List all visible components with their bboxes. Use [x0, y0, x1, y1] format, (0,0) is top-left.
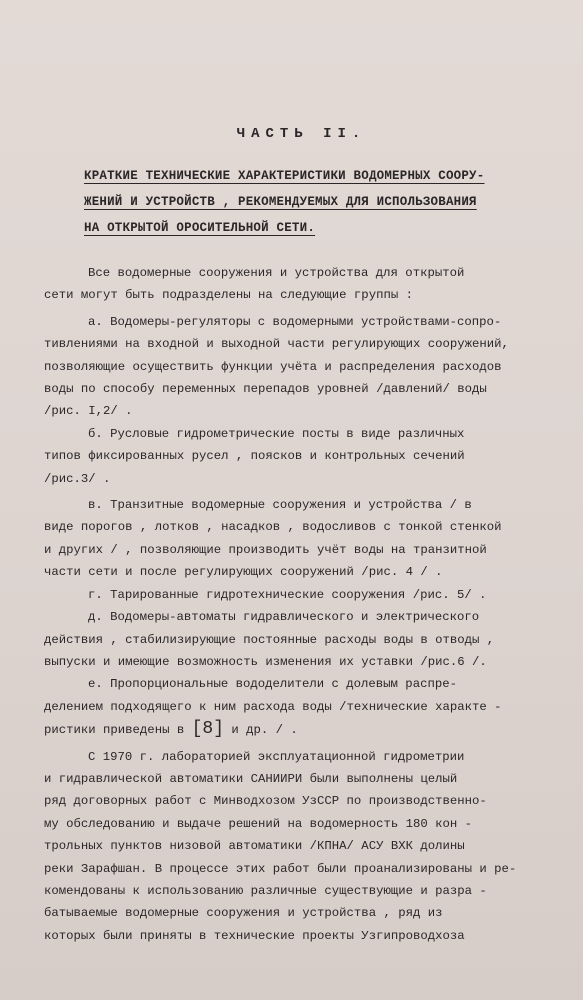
para2-line-7: комендованы к использованию различные существующие и разра - [44, 883, 487, 898]
reference-bracket: [8] [191, 719, 224, 740]
title-line-3: НА ОТКРЫТОЙ ОРОСИТЕЛЬНОЙ СЕТИ. [84, 221, 316, 235]
item-b-line-3: /рис.3/ . [44, 471, 111, 486]
item-d-line-1: д. Водомеры-автоматы гидравлического и электрического [88, 610, 480, 625]
item-v-line-4: части сети и после регулирующих сооружений /рис. 4 / . [44, 565, 443, 580]
para2-line-3: ряд договорных работ с Минводхозом УзССР по производственно- [44, 794, 487, 809]
item-a-line-1: а. Водомеры-регуляторы с водомерными устройствами-сопро- [88, 314, 502, 329]
item-g-line-1: г. Тарированные гидротехнические сооружения /рис. 5/ . [88, 587, 487, 602]
item-d-line-2: действия , стабилизирующие постоянные расходы воды в отводы , [44, 632, 495, 647]
item-a-line-2: тивлениями на входной и выходной части регулирующих сооружений, [44, 337, 509, 352]
para2-line-4: му обследованию и выдаче решений на водомерность 180 кон - [44, 816, 473, 831]
item-d-line-3: выпуски и имеющие возможность изменения их уставки /рис.6 /. [44, 654, 487, 669]
item-v-line-3: и других / , позволяющие производить учёт воды на транзитной [44, 542, 487, 557]
section-title [84, 163, 534, 241]
para2-line-8: батываемые водомерные сооружения и устройства , ряд из [44, 906, 443, 921]
title-line-2: ЖЕНИЙ И УСТРОЙСТВ , РЕКОМЕНДУЕМЫХ ДЛЯ ИСПОЛЬЗОВАНИЯ [84, 195, 477, 209]
para2-line-9: которых были приняты в технические проекты Узгипроводхоза [44, 928, 465, 943]
document-body [44, 262, 544, 947]
chapter-heading: ЧАСТЬ II. [236, 126, 367, 142]
item-v-line-2: виде порогов , лотков , насадков , водосливов с тонкой стенкой [44, 520, 502, 535]
para2-line-1: С 1970 г. лабораторией эксплуатационной гидрометрии [88, 749, 465, 764]
item-e-line-3-end: и др. / . [224, 723, 298, 738]
title-line-1: КРАТКИЕ ТЕХНИЧЕСКИЕ ХАРАКТЕРИСТИКИ ВОДОМЕРНЫХ СООРУ- [84, 169, 485, 183]
item-b-line-2: типов фиксированных русел , поясков и контрольных сечений [44, 449, 465, 464]
intro-line-2: сети могут быть подразделены на следующие группы : [44, 288, 413, 303]
item-a-line-5: /рис. I,2/ . [44, 404, 133, 419]
item-b-line-1: б. Русловые гидрометрические посты в виде различных [88, 426, 465, 441]
item-a-line-3: позволяющие осуществить функции учёта и распределения расходов [44, 359, 502, 374]
item-v-line-1: в. Транзитные водомерные сооружения и устройства / в [88, 498, 472, 513]
item-e-line-1: е. Пропорциональные вододелители с долевым распре- [88, 677, 457, 692]
para2-line-6: реки Зарафшан. В процессе этих работ были проанализированы и ре- [44, 861, 517, 876]
intro-line-1: Все водомерные сооружения и устройства для открытой [88, 266, 465, 280]
para2-line-2: и гидравлической автоматики САНИИРИ были выполнены целый [44, 771, 458, 786]
item-e-line-3 [44, 718, 544, 741]
item-e-line-2: делением подходящего к ним расхода воды /технические характе - [44, 699, 502, 714]
item-a-line-4: воды по способу переменных перепадов уровней /давлений/ воды [44, 382, 487, 397]
item-e-line-3-start: ристики приведены в [44, 723, 192, 738]
para2-line-5: трольных пунктов низовой автоматики /КПНА/ АСУ ВХК долины [44, 839, 465, 854]
